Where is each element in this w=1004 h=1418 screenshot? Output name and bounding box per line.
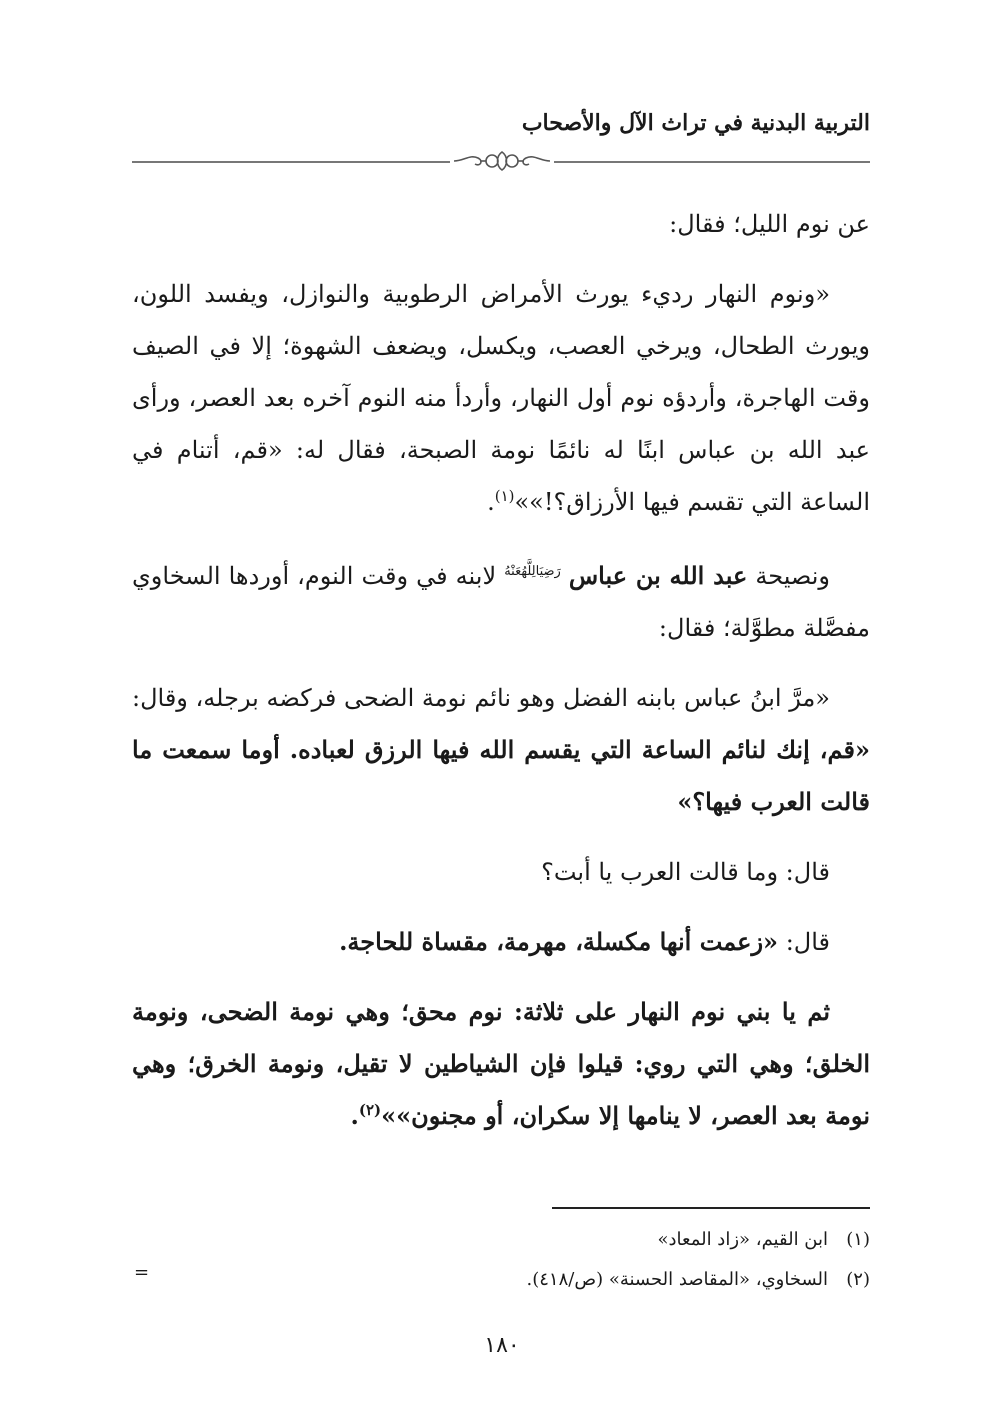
paragraph-4: «مرَّ ابنُ عباس بابنه الفضل وهو نائم نومة الضحى فركضه برجله، وقال: «قم، إنك لنائم الساعة التي يقسم الله فيها الرزق لعباده. أوما سمعت ما قالت العرب فيها؟» xyxy=(132,684,870,816)
paragraph-1: عن نوم الليل؛ فقال: xyxy=(669,210,870,238)
running-header-title: التربية البدنية في تراث الآل والأصحاب xyxy=(521,110,870,136)
paragraph-5: قال: وما قالت العرب يا أبت؟ xyxy=(541,858,830,886)
paragraph-7: ثم يا بني نوم النهار على ثلاثة: نوم محق؛ وهي نومة الضحى، ونومة الخلق؛ وهي التي روي: قيلوا فإن الشياطين لا تقيل، ونومة الخرق؛ وهي نومة بعد العصر، لا ينامها إلا سكران، أو مجنون»»$^{(٢)}$. xyxy=(132,997,870,1130)
main-text xyxy=(132,198,870,1142)
footnote-1: (١) ابن القيم، «زاد المعاد» xyxy=(657,1229,870,1250)
footnote-ref-1: (١) xyxy=(494,487,515,505)
ornament-divider-icon xyxy=(450,146,554,176)
paragraph-2: «ونوم النهار رديء يورث الأمراض الرطوبية والنوازل، ويفسد اللون، ويورث الطحال، ويرخي العصب، ويكسل، ويضعف الشهوة؛ إلا في الصيف وقت الهاجرة، وأردؤه نوم أول النهار، وأردأ منه النوم آخره بعد العصر، ورأى عبد الله بن عباس ابنًا له نائمًا نومة الصبحة، فقال له: «قم، أتنام في الساعة التي تقسم فيها الأرزاق؟!»»$^{(١)}$. xyxy=(132,280,870,516)
honorific-glyph: رَضِيَالِلَّهُعَنْهُ xyxy=(504,564,561,579)
footnotes xyxy=(132,1220,870,1300)
paragraph-6: قال: «زعمت أنها مكسلة، مهرمة، مقساة للحاجة. xyxy=(339,927,830,956)
page-number: ١٨٠ xyxy=(484,1333,520,1358)
continuation-mark: = xyxy=(134,1262,150,1283)
paragraph-3: ونصيحة عبد الله بن عباس $^{رَضِيَالِلَّهُعَنْهُ}$ لابنه في وقت النوم، أوردها السخاوي مفصَّلة مطوَّلة؛ فقال: xyxy=(132,561,870,642)
bold-name: عبد الله بن عباس xyxy=(568,561,748,590)
footnote-2: (٢) السخاوي، «المقاصد الحسنة» (ص/٤١٨). xyxy=(526,1269,870,1290)
bold-quote: «قم، إنك لنائم الساعة التي يقسم الله فيها الرزق لعباده. أوما سمعت ما قالت العرب فيها؟» xyxy=(132,735,870,816)
footnote-rule xyxy=(552,1207,870,1209)
footnote-ref-2: (٢) xyxy=(358,1101,382,1119)
bold-quote-2: «زعمت أنها مكسلة، مهرمة، مقساة للحاجة. xyxy=(339,927,779,956)
